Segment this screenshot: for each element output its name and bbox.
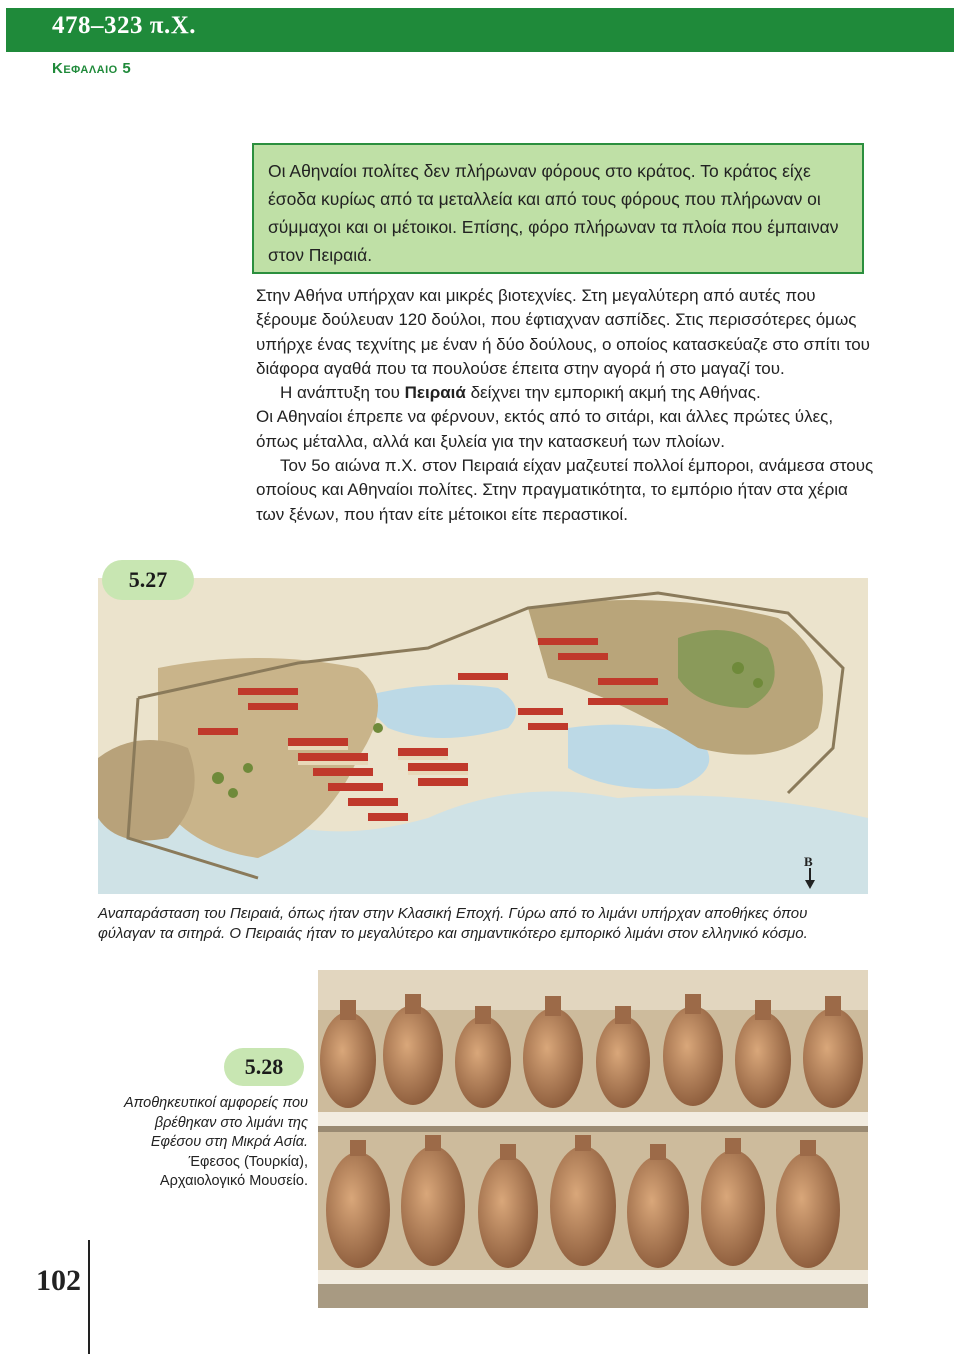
paragraph-piraeus-start: Η ανάπτυξη του <box>280 383 405 403</box>
figure-number-badge-2: 5.28 <box>224 1048 304 1086</box>
paragraph-workshops: Στην Αθήνα υπήρχαν και μικρές βιοτεχνίες. Στη μεγαλύτερη από αυτές που ξέρουμε δούλευαν 120 δούλοι, που έφτιαχναν ασπίδες. Στις περισσότερες όμως υπήρχε ένας τεχνίτης με έναν ή δύο δούλους, ο οποίος κατασκεύαζε στο σπίτι του διάφορα αγαθά που τα πουλούσε έπειτα στην αγορά ή στο μαγαζί του. <box>256 286 870 378</box>
page-number: 102 <box>36 1264 81 1297</box>
period-title: 478–323 π.Χ. <box>52 12 197 39</box>
photo-caption-location: Έφεσος (Τουρκία), Αρχαιολογικό Μουσείο. <box>159 1153 308 1189</box>
body-text <box>256 284 876 527</box>
paragraph-raw-materials: Οι Αθηναίοι έπρεπε να φέρνουν, εκτός από το σιτάρι, και άλλες πρώτες ύλες, όπως μέταλλα, αλλά και ξυλεία για την κατασκευή των πλοίων. <box>256 407 834 451</box>
paragraph-piraeus <box>256 381 876 405</box>
amphorae-photo <box>318 970 868 1308</box>
info-box-text: Οι Αθηναίοι πολίτες δεν πλήρωναν φόρους στο κράτος. Το κράτος είχε έσοδα κυρίως από τα μεταλλεία και από τους φόρους που πλήρωναν οι σύμμαχοι και οι μέτοικοι. Επίσης, φόρο πλήρωναν τα πλοία που έμπαιναν στον Πειραιά. <box>268 161 839 265</box>
chapter-label: Κεφαλαιο 5 <box>52 60 132 77</box>
figure-number-badge: 5.27 <box>102 560 194 600</box>
info-box <box>252 143 864 274</box>
photo-caption-italic: Αποθηκευτικοί αμφορείς που βρέθηκαν στο λιμάνι της Εφέσου στη Μικρά Ασία. <box>123 1095 308 1150</box>
paragraph-piraeus-end: δείχνει την εμπορική ακμή της Αθήνας. <box>465 383 761 403</box>
photo-caption <box>108 1094 308 1192</box>
page-number-rule <box>88 1240 90 1354</box>
piraeus-keyword: Πειραιά <box>404 383 466 403</box>
paragraph-merchants: Τον 5ο αιώνα π.Χ. στον Πειραιά είχαν μαζευτεί πολλοί έμποροι, ανάμεσα στους οποίους και Αθηναίοι πολίτες. Στην πραγματικότητα, το εμπόριο ήταν στα χέρια των ξένων, που ήταν είτε μέτοικοι είτε περαστικοί. <box>256 456 874 524</box>
piraeus-reconstruction-image <box>98 578 868 894</box>
figure-caption: Αναπαράσταση του Πειραιά, όπως ήταν στην Κλασική Εποχή. Γύρω από το λιμάνι υπήρχαν αποθήκες όπου φύλαγαν τα σιτηρά. Ο Πειραιάς ήταν το μεγαλύτερο και σημαντικότερο εμπορικό λιμάνι στον ελληνικό κόσμο. <box>98 905 808 942</box>
north-label: Β <box>804 854 813 869</box>
